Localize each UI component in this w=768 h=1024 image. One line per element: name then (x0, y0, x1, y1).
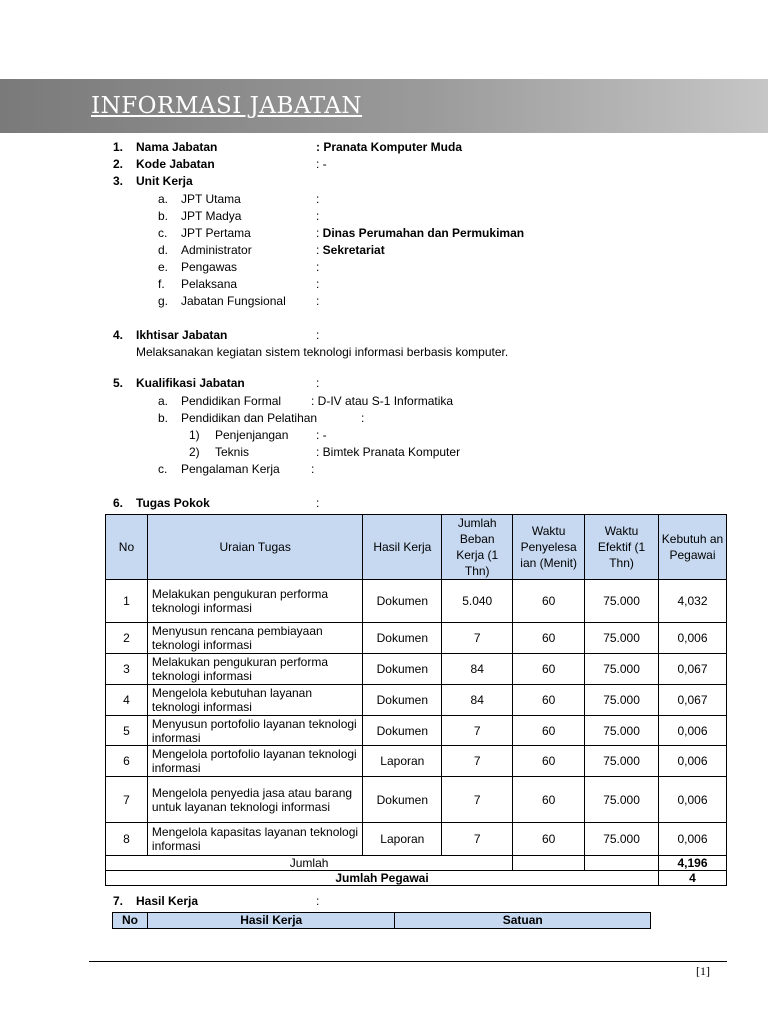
sec3-item-letter: d. (158, 243, 169, 257)
col-header: Hasil Kerja (147, 913, 395, 929)
sec3-item-label: Pengawas (181, 260, 238, 274)
table-row (106, 746, 727, 777)
sec3-item-label: Jabatan Fungsional (181, 294, 286, 308)
cell-kebutuhan: 0,006 (659, 746, 727, 777)
page-title: INFORMASI JABATAN (91, 93, 363, 119)
sec5-b-item-value: : - (316, 428, 327, 442)
cell-waktu: 60 (513, 777, 585, 823)
col-header: Waktu Penyelesa ian (Menit) (513, 515, 585, 580)
cell-kebutuhan: 0,006 (659, 623, 727, 654)
cell-no: 3 (106, 654, 148, 685)
jumlah-value: 4,196 (659, 856, 727, 871)
cell-beban: 7 (442, 623, 513, 654)
cell-efektif: 75.000 (585, 777, 659, 823)
cell-hasil: Laporan (363, 746, 442, 777)
sec3-item-letter: f. (158, 277, 165, 291)
jumlah-row (106, 856, 727, 871)
col-header: No (106, 515, 148, 580)
sec3-item-label: JPT Pertama (181, 226, 251, 240)
col-header: Kebutuh an Pegawai (659, 515, 727, 580)
cell-beban: 7 (442, 746, 513, 777)
cell-efektif: 75.000 (585, 685, 659, 716)
cell-hasil: Dokumen (363, 623, 442, 654)
sec5-b-item-num: 1) (189, 428, 200, 442)
cell-beban: 7 (442, 823, 513, 856)
sec4-colon: : (316, 328, 320, 342)
cell-beban: 7 (442, 716, 513, 746)
sec6-label: Tugas Pokok (136, 496, 210, 510)
cell-beban: 84 (442, 654, 513, 685)
sec5-c-letter: c. (158, 462, 168, 476)
table-row (106, 580, 727, 623)
cell-uraian: Mengelola kebutuhan layanan teknologi informasi (147, 685, 362, 716)
jumlah-label: Jumlah (106, 856, 513, 871)
col-header: Uraian Tugas (147, 515, 362, 580)
cell-waktu: 60 (513, 746, 585, 777)
footer-divider (89, 961, 727, 962)
sec3-item-letter: e. (158, 260, 169, 274)
cell-kebutuhan: 0,006 (659, 777, 727, 823)
table-row (106, 623, 727, 654)
cell-no: 4 (106, 685, 148, 716)
cell-efektif: 75.000 (585, 716, 659, 746)
cell-hasil: Laporan (363, 823, 442, 856)
table-row (106, 716, 727, 746)
cell-hasil: Dokumen (363, 654, 442, 685)
sec3-num: 3. (113, 174, 124, 188)
cell-waktu: 60 (513, 716, 585, 746)
cell-uraian: Menyusun rencana pembiayaan teknologi informasi (147, 623, 362, 654)
col-header: Jumlah Beban Kerja (1 Thn) (442, 515, 513, 580)
cell-waktu: 60 (513, 654, 585, 685)
page-number: [1] (696, 964, 710, 978)
col-header: Waktu Efektif (1 Thn) (585, 515, 659, 580)
sec5-label: Kualifikasi Jabatan (136, 376, 245, 390)
sec5-c-label: Pengalaman Kerja (181, 462, 280, 476)
sec5-c-colon: : (311, 462, 315, 476)
sec2-value: : - (316, 157, 327, 171)
sec1-value: : Pranata Komputer Muda (316, 140, 463, 154)
sec4-label: Ikhtisar Jabatan (136, 328, 228, 342)
col-header: Satuan (395, 913, 651, 929)
jumlah-pegawai-label: Jumlah Pegawai (106, 871, 659, 886)
cell-kebutuhan: 0,067 (659, 685, 727, 716)
cell-no: 2 (106, 623, 148, 654)
sec1-label: Nama Jabatan (136, 140, 218, 154)
cell-waktu: 60 (513, 580, 585, 623)
sec3-item-value: : (316, 192, 320, 206)
jumlah-empty (513, 856, 585, 871)
cell-efektif: 75.000 (585, 823, 659, 856)
cell-uraian: Melakukan pengukuran performa teknologi informasi (147, 654, 362, 685)
sec5-b-label: Pendidikan dan Pelatihan (181, 411, 318, 425)
cell-efektif: 75.000 (585, 654, 659, 685)
sec3-item-label: JPT Madya (181, 209, 242, 223)
sec5-a-value: : D-IV atau S-1 Informatika (311, 394, 454, 408)
sec4-num: 4. (113, 328, 124, 342)
col-header: Hasil Kerja (363, 515, 442, 580)
sec5-b-item-num: 2) (189, 445, 200, 459)
sec3-label: Unit Kerja (136, 174, 193, 188)
cell-no: 6 (106, 746, 148, 777)
sec2-num: 2. (113, 157, 124, 171)
sec5-b-colon: : (361, 411, 365, 425)
cell-uraian: Menyusun portofolio layanan teknologi informasi (147, 716, 362, 746)
table-row (106, 823, 727, 856)
cell-hasil: Dokumen (363, 580, 442, 623)
sec5-b-item-label: Teknis (215, 445, 250, 459)
cell-efektif: 75.000 (585, 623, 659, 654)
sec2-label: Kode Jabatan (136, 157, 215, 171)
cell-uraian: Mengelola portofolio layanan teknologi informasi (147, 746, 362, 777)
cell-hasil: Dokumen (363, 777, 442, 823)
sec3-item-value: : Sekretariat (316, 243, 385, 257)
cell-hasil: Dokumen (363, 685, 442, 716)
cell-waktu: 60 (513, 823, 585, 856)
cell-hasil: Dokumen (363, 716, 442, 746)
jumlah-empty (585, 856, 659, 871)
sec5-a-letter: a. (158, 394, 169, 408)
cell-waktu: 60 (513, 685, 585, 716)
cell-no: 8 (106, 823, 148, 856)
sec5-a-label: Pendidikan Formal (181, 394, 282, 408)
jumlah-pegawai-value: 4 (659, 871, 727, 886)
cell-kebutuhan: 0,006 (659, 823, 727, 856)
cell-uraian: Melakukan pengukuran performa teknologi informasi (147, 580, 362, 623)
cell-waktu: 60 (513, 623, 585, 654)
sec5-b-letter: b. (158, 411, 169, 425)
col-header: No (113, 913, 148, 929)
cell-no: 7 (106, 777, 148, 823)
sec3-item-label: JPT Utama (181, 192, 241, 206)
sec7-colon: : (316, 894, 320, 908)
cell-uraian: Mengelola penyedia jasa atau barang untuk layanan teknologi informasi (147, 777, 362, 823)
sec6-colon: : (316, 496, 320, 510)
sec3-item-letter: b. (158, 209, 169, 223)
cell-no: 5 (106, 716, 148, 746)
sec3-item-letter: a. (158, 192, 169, 206)
sec3-item-value: : (316, 260, 320, 274)
sec7-label: Hasil Kerja (136, 894, 199, 908)
sec5-num: 5. (113, 376, 124, 390)
cell-uraian: Mengelola kapasitas layanan teknologi informasi (147, 823, 362, 856)
sec3-item-value: : (316, 209, 320, 223)
cell-efektif: 75.000 (585, 580, 659, 623)
table-row (106, 777, 727, 823)
tugas-pokok-table (105, 514, 727, 886)
cell-beban: 7 (442, 777, 513, 823)
hasil-kerja-table (112, 912, 651, 929)
sec3-item-letter: g. (158, 294, 169, 308)
sec1-num: 1. (113, 140, 124, 154)
sec4-text: Melaksanakan kegiatan sistem teknologi informasi berbasis komputer. (136, 345, 509, 359)
table-row (106, 685, 727, 716)
cell-beban: 84 (442, 685, 513, 716)
jumlah-pegawai-row (106, 871, 727, 886)
sec5-colon: : (316, 376, 320, 390)
sec6-num: 6. (113, 496, 124, 510)
sec7-num: 7. (113, 894, 124, 908)
cell-beban: 5.040 (442, 580, 513, 623)
cell-efektif: 75.000 (585, 746, 659, 777)
sec5-b-item-label: Penjenjangan (215, 428, 289, 442)
sec3-item-label: Pelaksana (181, 277, 238, 291)
table-row (106, 654, 727, 685)
sec5-b-item-value: : Bimtek Pranata Komputer (316, 445, 461, 459)
sec3-item-value: : (316, 277, 320, 291)
cell-no: 1 (106, 580, 148, 623)
sec3-item-value: : Dinas Perumahan dan Permukiman (316, 226, 525, 240)
sec3-item-value: : (316, 294, 320, 308)
sec3-item-letter: c. (158, 226, 168, 240)
cell-kebutuhan: 4,032 (659, 580, 727, 623)
sec3-item-label: Administrator (181, 243, 252, 257)
cell-kebutuhan: 0,067 (659, 654, 727, 685)
cell-kebutuhan: 0,006 (659, 716, 727, 746)
